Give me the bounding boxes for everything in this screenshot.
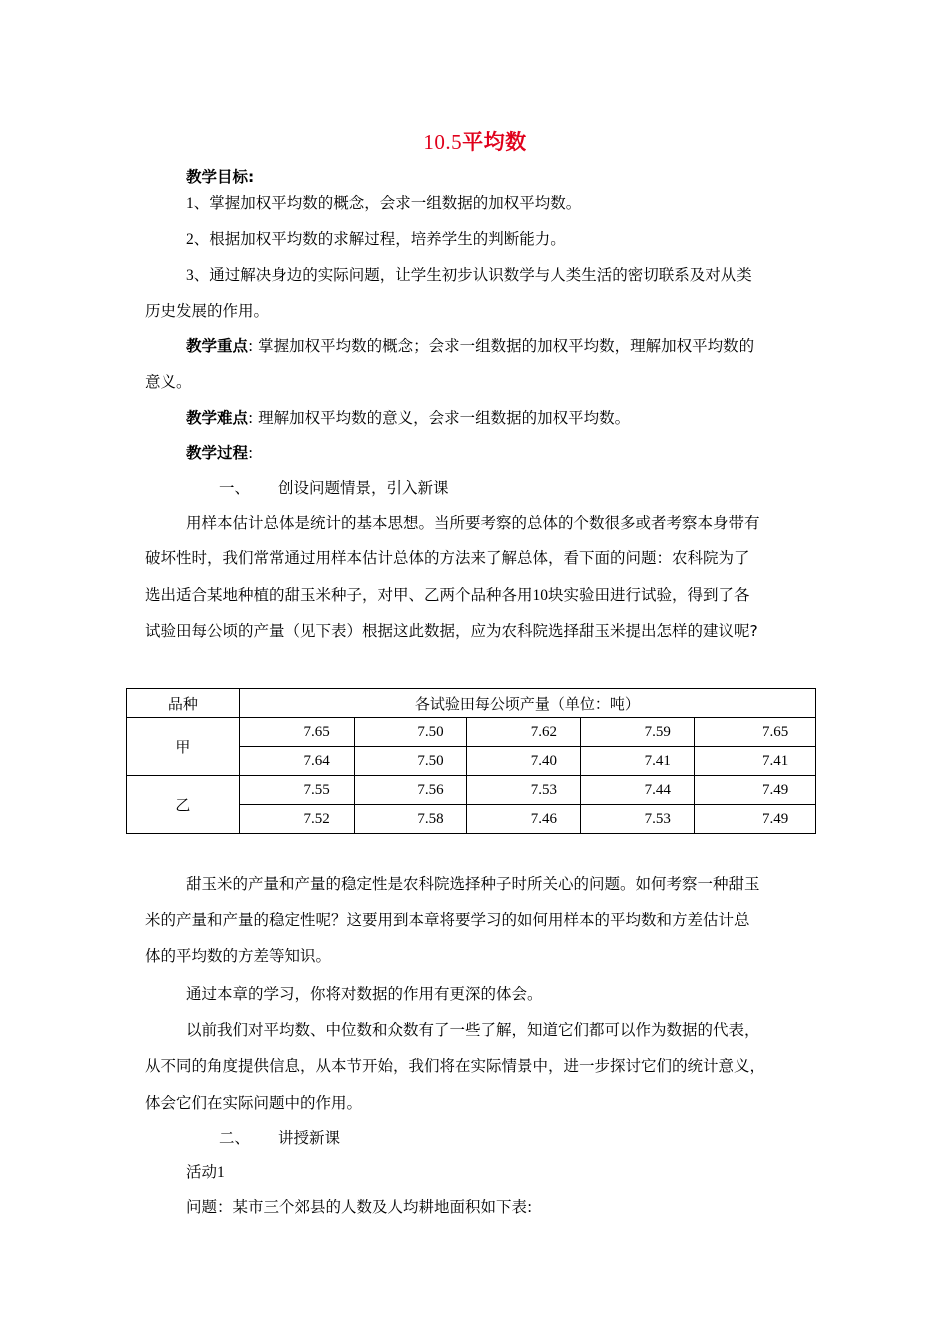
difficulty-text: : 理解加权平均数的意义，会求一组数据的加权平均数。: [248, 409, 631, 427]
section-2-title: 讲授新课: [278, 1129, 341, 1147]
yield-cell: 7.58: [354, 805, 467, 834]
objective-text: 、通过解决身边的实际问题，让学生初步认识数学与人类生活的密切联系及对从类: [193, 266, 752, 284]
para2-line2: 米的产量和产量的稳定性呢？这要用到本章将要学习的如何用样本的平均数和方差估计总: [145, 911, 750, 929]
key-point-label: 教学重点: [186, 337, 249, 355]
process-heading: [186, 442, 253, 464]
table-row: [127, 776, 816, 805]
yield-cell: 7.52: [239, 805, 354, 834]
yield-cell: 7.56: [354, 776, 467, 805]
para1-line2: 破坏性时，我们常常通过用样本估计总体的方法来了解总体，看下面的问题：农科院为了: [145, 549, 750, 567]
title-text: 平均数: [462, 130, 527, 154]
table-row: [127, 718, 816, 747]
para1-line3: [145, 584, 750, 607]
section-1-title: 创设问题情景，引入新课: [278, 479, 449, 497]
para1-line3-num: 10: [532, 587, 549, 604]
yield-cell: 7.59: [581, 718, 695, 747]
activity-text: 活动: [186, 1163, 218, 1181]
process-suffix: :: [248, 444, 254, 462]
yield-cell: 7.50: [354, 718, 467, 747]
process-label: 教学过程: [186, 444, 249, 462]
yield-cell: 7.53: [581, 805, 695, 834]
title-number: 10.5: [423, 130, 463, 154]
objective-item-3-cont: 历史发展的作用。: [145, 302, 270, 320]
yield-cell: 7.62: [467, 718, 581, 747]
variety-cell: 甲: [127, 718, 240, 776]
table-header-row: [127, 689, 816, 718]
activity-number: 1: [217, 1164, 225, 1181]
objective-number: 3: [186, 267, 194, 284]
objective-number: 1: [186, 195, 194, 212]
objective-item-1: [186, 192, 581, 215]
difficulty-line: [186, 407, 630, 429]
page-title: [0, 126, 950, 156]
question-line: 问题：某市三个郊县的人数及人均耕地面积如下表:: [186, 1198, 533, 1216]
objective-item-3: [186, 264, 752, 287]
yield-cell: 7.55: [239, 776, 354, 805]
objective-item-2: [186, 228, 566, 251]
yield-cell: 7.49: [695, 776, 816, 805]
activity-label: [186, 1161, 225, 1184]
para3: 通过本章的学习，你将对数据的作用有更深的体会。: [186, 985, 543, 1003]
yield-cell: 7.65: [695, 718, 816, 747]
yield-cell: 7.46: [467, 805, 581, 834]
yield-cell: 7.53: [467, 776, 581, 805]
para1-line3-b: 块实验田进行试验，得到了各: [548, 586, 750, 604]
para1-line3-a: 选出适合某地种植的甜玉米种子，对甲、乙两个品种各用: [145, 586, 533, 604]
difficulty-label: 教学难点: [186, 409, 249, 427]
yield-cell: 7.41: [695, 747, 816, 776]
section-1-number: 一、: [219, 479, 251, 497]
para1-line1: 用样本估计总体是统计的基本思想。当所要考察的总体的个数很多或者考察本身带有: [186, 514, 760, 532]
para1-line4: 试验田每公顷的产量（见下表）根据这此数据，应为农科院选择甜玉米提出怎样的建议呢?: [145, 622, 758, 640]
yield-table: [126, 688, 816, 834]
objective-text: 、根据加权平均数的求解过程，培养学生的判断能力。: [193, 230, 566, 248]
key-point-line: [186, 335, 754, 357]
objectives-heading: 教学目标:: [186, 168, 255, 186]
yield-cell: 7.40: [467, 747, 581, 776]
para4-line3: 体会它们在实际问题中的作用。: [145, 1094, 363, 1112]
yield-cell: 7.65: [239, 718, 354, 747]
yield-cell: 7.50: [354, 747, 467, 776]
yield-cell: 7.64: [239, 747, 354, 776]
objective-text: 、掌握加权平均数的概念，会求一组数据的加权平均数。: [193, 194, 582, 212]
header-yield: 各试验田每公顷产量（单位：吨）: [239, 689, 815, 718]
para2-line3: 体的平均数的方差等知识。: [145, 947, 332, 965]
para2-line1: 甜玉米的产量和产量的稳定性是农科院选择种子时所关心的问题。如何考察一种甜玉: [186, 875, 760, 893]
key-point-cont: 意义。: [145, 373, 192, 391]
yield-cell: 7.49: [695, 805, 816, 834]
objective-number: 2: [186, 231, 194, 248]
yield-cell: 7.41: [581, 747, 695, 776]
key-point-text: : 掌握加权平均数的概念；会求一组数据的加权平均数，理解加权平均数的: [248, 337, 755, 355]
section-2-number: 二、: [219, 1129, 251, 1147]
para4-line1: 以前我们对平均数、中位数和众数有了一些了解，知道它们都可以作为数据的代表，: [186, 1021, 760, 1039]
header-variety: 品种: [127, 689, 240, 718]
yield-cell: 7.44: [581, 776, 695, 805]
variety-cell: 乙: [127, 776, 240, 834]
para4-line2: 从不同的角度提供信息，从本节开始，我们将在实际情景中，进一步探讨它们的统计意义，: [145, 1057, 766, 1075]
